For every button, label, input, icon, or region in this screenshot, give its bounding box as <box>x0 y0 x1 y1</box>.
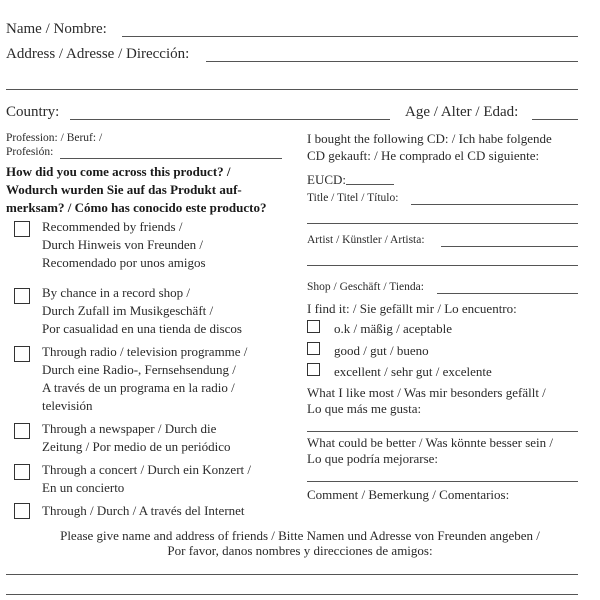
question-line-1: How did you come across this product? / <box>6 164 231 179</box>
option-label: Through a newspaper / Durch die <box>42 421 217 436</box>
rating-label: excellent / sehr gut / excelente <box>334 364 492 379</box>
option-newspaper-checkbox[interactable] <box>14 423 30 439</box>
option-label: Durch Hinweis von Freunden / <box>42 237 204 252</box>
cd-line-1: I bought the following CD: / Ich habe folgende <box>307 131 552 146</box>
profession-label-1: Profession: / Beruf: / <box>6 132 103 144</box>
address-label: Address / Adresse / Dirección: <box>6 46 190 62</box>
option-label: Durch eine Radio-, Fernsehsendung / <box>42 362 236 377</box>
like-most-field-line[interactable] <box>307 431 578 432</box>
option-label: Durch Zufall im Musikgeschäft / <box>42 303 214 318</box>
option-label: Recomendado por unos amigos <box>42 255 206 270</box>
better-line-2: Lo que podría mejorarse: <box>307 451 439 466</box>
option-label: Through a concert / Durch ein Konzert / <box>42 462 252 477</box>
option-label: Through radio / television programme / <box>42 344 248 359</box>
comment-label: Comment / Bemerkung / Comentarios: <box>307 487 510 502</box>
like-most-line-1: What I like most / Was mir besonders gefällt / <box>307 385 546 400</box>
eucd-label: EUCD: <box>307 172 346 187</box>
title-field-line[interactable] <box>411 204 578 205</box>
question-line-3: merksam? / Cómo has conocido este producto? <box>6 200 267 215</box>
profession-label-2: Profesión: <box>6 146 54 158</box>
rating-label: o.k / mäßig / aceptable <box>334 321 453 336</box>
better-field-line[interactable] <box>307 481 578 482</box>
option-friends-checkbox[interactable] <box>14 221 30 237</box>
age-label: Age / Alter / Edad: <box>405 104 519 120</box>
cd-line-2: CD gekauft: / He comprado el CD siguiente: <box>307 148 540 163</box>
option-label: Zeitung / Por medio de un periódico <box>42 439 231 454</box>
rating-label: good / gut / bueno <box>334 343 429 358</box>
artist-field-line[interactable] <box>441 246 578 247</box>
question-line-2: Wodurch wurden Sie auf das Produkt auf- <box>6 182 242 197</box>
title-field-line-2[interactable] <box>307 223 578 224</box>
name-field-line[interactable] <box>122 36 578 37</box>
option-label: Recommended by friends / <box>42 219 183 234</box>
rating-excellent-checkbox[interactable] <box>307 363 320 376</box>
option-label: A través de un programa en la radio / <box>42 380 235 395</box>
option-label: Por casualidad en una tienda de discos <box>42 321 242 336</box>
option-label: televisión <box>42 398 93 413</box>
option-internet-checkbox[interactable] <box>14 503 30 519</box>
option-label: En un concierto <box>42 480 125 495</box>
title-label: Title / Titel / Título: <box>307 192 399 204</box>
find-label: I find it: / Sie gefällt mir / Lo encuentro: <box>307 301 517 316</box>
option-label: Through / Durch / A través del Internet <box>42 503 245 518</box>
age-field-line[interactable] <box>532 119 578 120</box>
rating-ok-checkbox[interactable] <box>307 320 320 333</box>
friends-field-line-2[interactable] <box>6 594 578 595</box>
friends-field-line[interactable] <box>6 574 578 575</box>
name-label: Name / Nombre: <box>6 21 107 37</box>
artist-label: Artist / Künstler / Artista: <box>307 234 425 246</box>
eucd-field-line[interactable] <box>346 184 394 185</box>
option-label: By chance in a record shop / <box>42 285 191 300</box>
footer-line-1: Please give name and address of friends / Bitte Namen und Adresse von Freunden angeben / <box>60 528 540 543</box>
country-field-line[interactable] <box>70 119 390 120</box>
profession-field-line[interactable] <box>60 158 282 159</box>
shop-label: Shop / Geschäft / Tienda: <box>307 281 424 293</box>
artist-field-line-2[interactable] <box>307 265 578 266</box>
address-field-line-2[interactable] <box>6 89 578 90</box>
option-record-shop-checkbox[interactable] <box>14 288 30 304</box>
option-radio-tv-checkbox[interactable] <box>14 346 30 362</box>
country-label: Country: <box>6 104 60 120</box>
option-concert-checkbox[interactable] <box>14 464 30 480</box>
rating-good-checkbox[interactable] <box>307 342 320 355</box>
better-line-1: What could be better / Was könnte besser sein / <box>307 435 554 450</box>
address-field-line[interactable] <box>206 61 578 62</box>
like-most-line-2: Lo que más me gusta: <box>307 401 422 416</box>
footer-line-2: Por favor, danos nombres y direcciones de amigos: <box>167 543 433 558</box>
shop-field-line[interactable] <box>437 293 578 294</box>
